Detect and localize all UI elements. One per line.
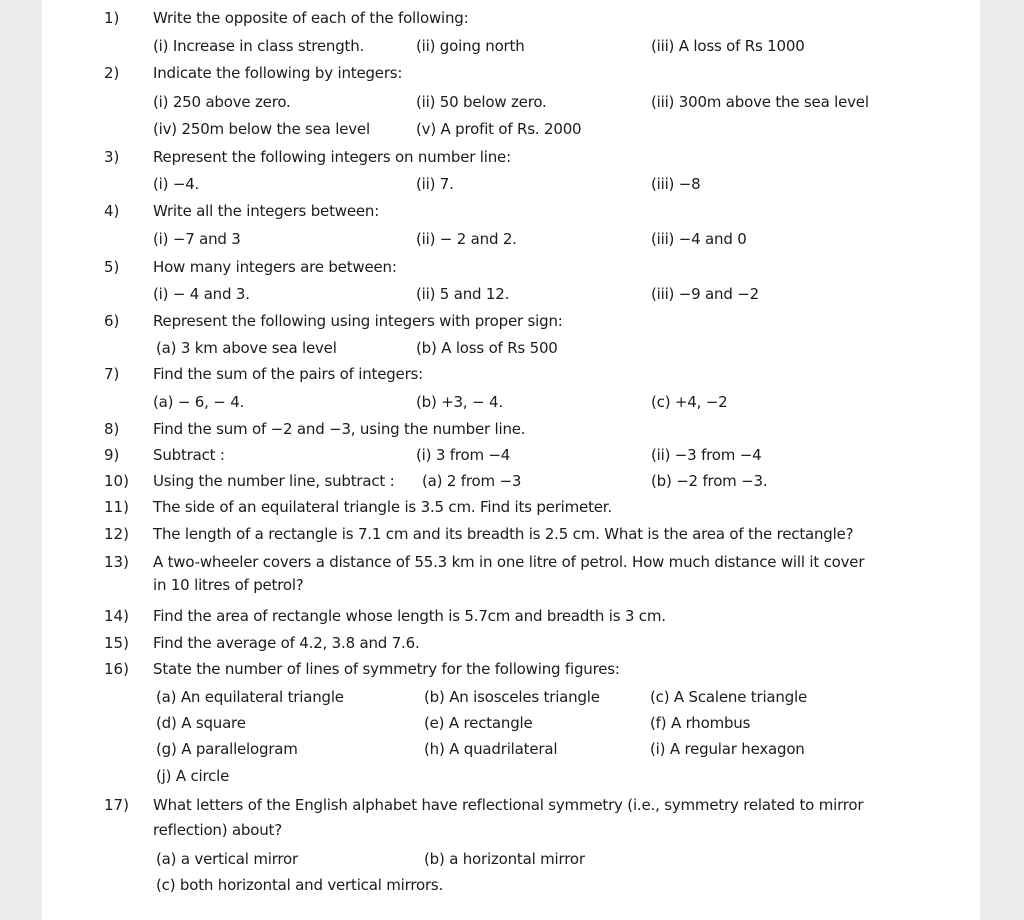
sub-item: (i) −7 and 3 [153, 230, 241, 248]
question-number: 13) [104, 553, 129, 571]
sub-item: (a) a vertical mirror [156, 850, 298, 868]
sub-item: (ii) − 2 and 2. [416, 230, 517, 248]
sub-item: (f) A rhombus [650, 714, 751, 732]
question-number: 17) [104, 796, 129, 814]
question-number: 10) [104, 472, 129, 490]
sub-item: (iii) A loss of Rs 1000 [651, 37, 805, 55]
sub-item: (e) A rectangle [424, 714, 533, 732]
sub-item: (b) An isosceles triangle [424, 688, 600, 706]
question-number: 16) [104, 660, 129, 678]
question-number: 4) [104, 202, 120, 220]
sub-item: (i) 3 from −4 [416, 446, 511, 464]
sub-item: (i) A regular hexagon [650, 740, 805, 758]
sub-item: (a) 2 from −3 [422, 472, 522, 490]
question-number: 14) [104, 607, 129, 625]
sub-item: (ii) 7. [416, 175, 454, 193]
sub-item: (b) a horizontal mirror [424, 850, 585, 868]
question-number: 7) [104, 365, 120, 383]
sub-item: (iii) −8 [651, 175, 701, 193]
sub-item: (iii) 300m above the sea level [651, 93, 869, 111]
sub-item: (c) A Scalene triangle [650, 688, 808, 706]
sub-item: (j) A circle [156, 767, 230, 785]
sub-item: (iv) 250m below the sea level [153, 120, 370, 138]
question-number: 2) [104, 64, 120, 82]
question-number: 1) [104, 9, 120, 27]
question-text: The length of a rectangle is 7.1 cm and its breadth is 2.5 cm. What is the area of the rectangle? [153, 525, 854, 543]
sub-item: (b) −2 from −3. [651, 472, 768, 490]
question-number: 3) [104, 148, 120, 166]
sub-item: (v) A profit of Rs. 2000 [416, 120, 582, 138]
sub-item: (a) 3 km above sea level [156, 339, 337, 357]
sub-item: (iii) −4 and 0 [651, 230, 747, 248]
question-text: Find the average of 4.2, 3.8 and 7.6. [153, 634, 420, 652]
sub-item: (b) A loss of Rs 500 [416, 339, 558, 357]
sub-item: (ii) 50 below zero. [416, 93, 547, 111]
sub-item: (ii) −3 from −4 [651, 446, 762, 464]
question-text: Write all the integers between: [153, 202, 380, 220]
question-number: 12) [104, 525, 129, 543]
question-text: Find the sum of −2 and −3, using the number line. [153, 420, 526, 438]
sub-item: (c) both horizontal and vertical mirrors. [156, 876, 444, 894]
worksheet-page [42, 0, 980, 920]
sub-item: (i) 250 above zero. [153, 93, 291, 111]
sub-item: (ii) going north [416, 37, 525, 55]
question-text: How many integers are between: [153, 258, 397, 276]
question-text: Write the opposite of each of the following: [153, 9, 469, 27]
question-text: Indicate the following by integers: [153, 64, 403, 82]
question-text: Subtract : [153, 446, 225, 464]
sub-item: (a) − 6, − 4. [153, 393, 245, 411]
sub-item: (c) +4, −2 [651, 393, 728, 411]
question-text: What letters of the English alphabet have reflectional symmetry (i.e., symmetry related to mirror [153, 796, 864, 814]
sub-item: (h) A quadrilateral [424, 740, 558, 758]
question-text-continued: reflection) about? [153, 821, 282, 839]
question-text: Find the sum of the pairs of integers: [153, 365, 424, 383]
question-text: Represent the following using integers with proper sign: [153, 312, 563, 330]
sub-item: (a) An equilateral triangle [156, 688, 344, 706]
sub-item: (ii) 5 and 12. [416, 285, 510, 303]
question-text: Find the area of rectangle whose length is 5.7cm and breadth is 3 cm. [153, 607, 666, 625]
question-text-continued: in 10 litres of petrol? [153, 576, 304, 594]
question-number: 9) [104, 446, 120, 464]
sub-item: (i) − 4 and 3. [153, 285, 250, 303]
sub-item: (iii) −9 and −2 [651, 285, 759, 303]
sub-item: (g) A parallelogram [156, 740, 298, 758]
question-text: A two-wheeler covers a distance of 55.3 km in one litre of petrol. How much distance will it cover [153, 553, 865, 571]
sub-item: (i) Increase in class strength. [153, 37, 365, 55]
question-number: 11) [104, 498, 129, 516]
question-number: 6) [104, 312, 120, 330]
question-number: 15) [104, 634, 129, 652]
question-number: 8) [104, 420, 120, 438]
sub-item: (b) +3, − 4. [416, 393, 503, 411]
question-text: The side of an equilateral triangle is 3.5 cm. Find its perimeter. [153, 498, 612, 516]
question-text: Using the number line, subtract : [153, 472, 395, 490]
sub-item: (d) A square [156, 714, 246, 732]
question-text: State the number of lines of symmetry for the following figures: [153, 660, 620, 678]
question-number: 5) [104, 258, 120, 276]
sub-item: (i) −4. [153, 175, 200, 193]
question-text: Represent the following integers on number line: [153, 148, 511, 166]
